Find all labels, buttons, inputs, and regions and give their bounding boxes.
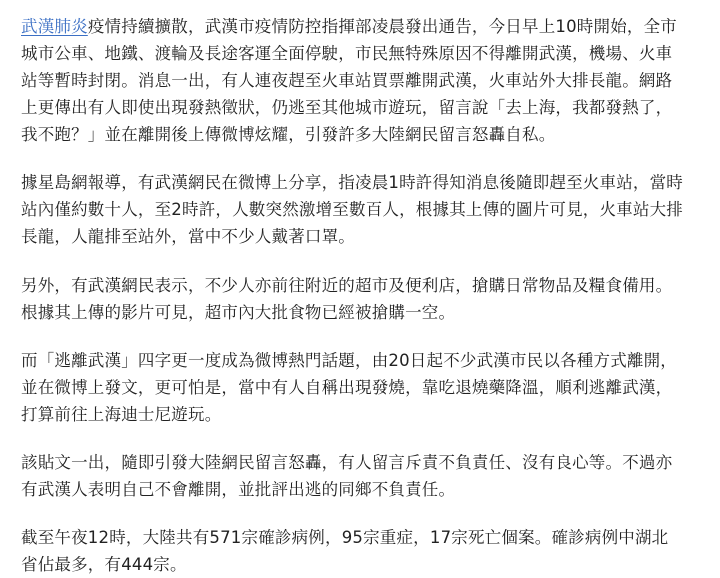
paragraph-line: 根據其上傳的影片可見，超市內大批食物已經被搶購一空。 xyxy=(21,303,456,322)
paragraph-line: 而「逃離武漢」四字更一度成為微博熱門話題，由20日起不少武漢市民以各種方式離開， xyxy=(21,351,677,370)
paragraph-line: 上更傳出有人即使出現發熱徵狀，仍逃至其他城市遊玩，留言說「去上海，我都發熱了， xyxy=(21,98,673,117)
paragraph-5 xyxy=(21,449,711,503)
article-body xyxy=(21,0,711,578)
paragraph-line: 並在微博上發文，更可怕是，當中有人自稱出現發燒，靠吃退燒藥降溫，順利逃離武漢， xyxy=(21,378,673,397)
paragraph-line: 站內僅約數十人，至2時許，人數突然激增至數百人，根據其上傳的圖片可見，火車站大排 xyxy=(21,200,683,219)
paragraph-3 xyxy=(21,272,711,326)
paragraph-2 xyxy=(21,169,711,250)
paragraph-6 xyxy=(21,524,711,578)
paragraph-line: 據星島網報導，有武漢網民在微博上分享，指凌晨1時許得知消息後隨即趕至火車站，當時 xyxy=(21,173,683,192)
topic-link[interactable]: 武漢肺炎 xyxy=(21,17,88,36)
line-text: 疫情持續擴散，武漢市疫情防控指揮部凌晨發出通告，今日早上10時開始，全市 xyxy=(87,17,678,36)
paragraph-line: 另外，有武漢網民表示，不少人亦前往附近的超市及便利店，搶購日常物品及糧食備用。 xyxy=(21,276,673,295)
paragraph-line: 打算前往上海迪士尼遊玩。 xyxy=(21,405,222,424)
paragraph-1 xyxy=(21,13,711,148)
paragraph-line: 我不跑？」並在離開後上傳微博炫耀，引發許多大陸網民留言怒轟自私。 xyxy=(21,125,556,144)
paragraph-line: 城市公車、地鐵、渡輪及長途客運全面停駛，市民無特殊原因不得離開武漢，機場、火車 xyxy=(21,44,673,63)
paragraph-line: 有武漢人表明自己不會離開，並批評出逃的同鄉不負責任。 xyxy=(21,480,456,499)
paragraph-line: 該貼文一出，隨即引發大陸網民留言怒轟，有人留言斥責不負責任、沒有良心等。不過亦 xyxy=(21,453,673,472)
paragraph-line: 站等暫時封閉。消息一出，有人連夜趕至火車站買票離開武漢，火車站外大排長龍。網路 xyxy=(21,71,673,90)
paragraph-line: 長龍，人龍排至站外，當中不少人戴著口罩。 xyxy=(21,227,355,246)
paragraph-line xyxy=(21,13,711,40)
paragraph-line: 省佔最多，有444宗。 xyxy=(21,555,187,574)
paragraph-line: 截至午夜12時，大陸共有571宗確診病例，95宗重症，17宗死亡個案。確診病例中湖北 xyxy=(21,528,669,547)
paragraph-4 xyxy=(21,347,711,428)
